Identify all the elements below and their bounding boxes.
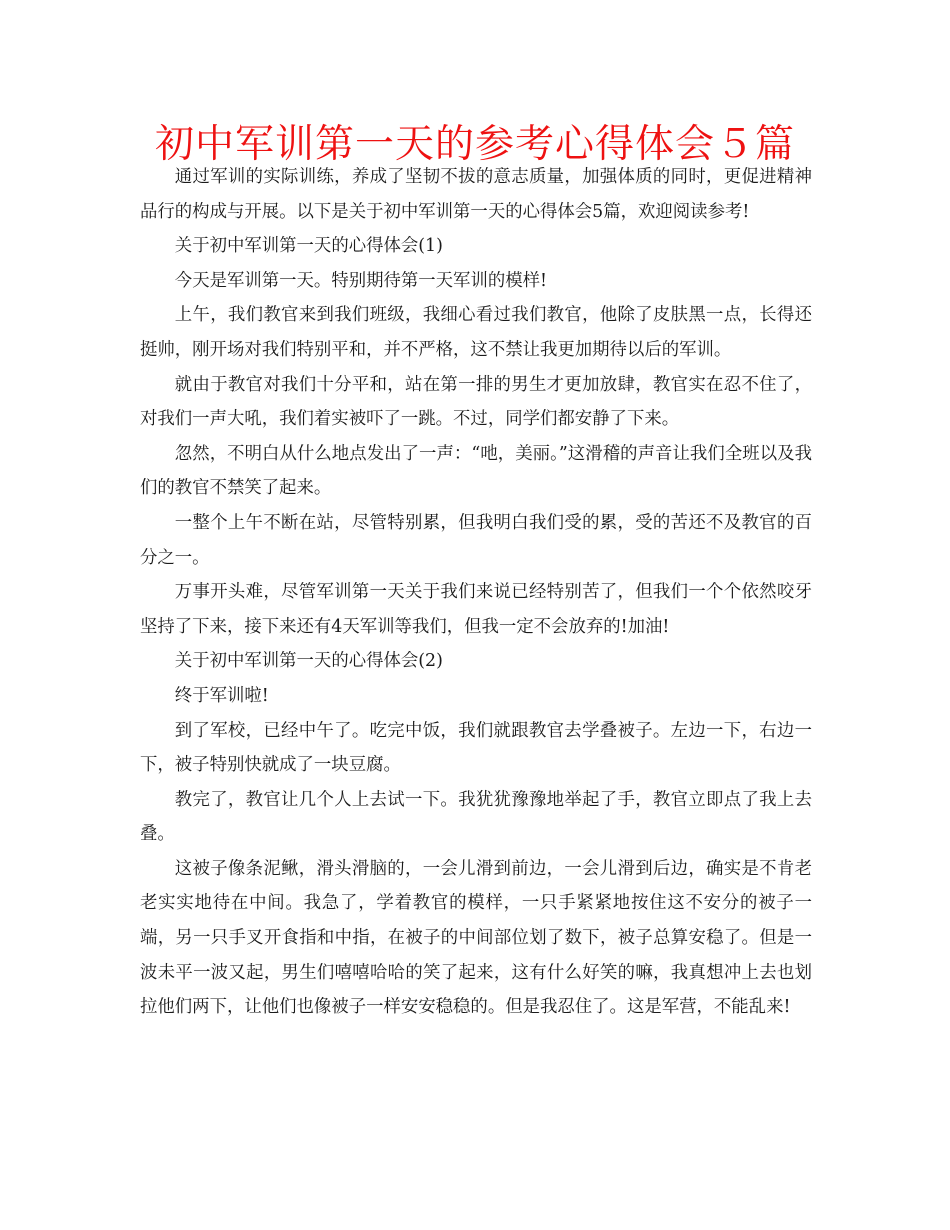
paragraph: 到了军校，已经中午了。吃完中饭，我们就跟教官去学叠被子。左边一下，右边一下，被子特别快就成了一块豆腐。	[140, 720, 812, 776]
paragraph: 今天是军训第一天。特别期待第一天军训的模样!	[174, 270, 547, 291]
section-heading-1: 关于初中军训第一天的心得体会(1)	[174, 236, 443, 257]
paragraph: 就由于教官对我们十分平和，站在第一排的男生才更加放肆，教官实在忍不住了，对我们一声大吼，我们着实被吓了一跳。不过，同学们都安静了下来。	[140, 374, 812, 430]
paragraph: 万事开头难，尽管军训第一天关于我们来说已经特别苦了，但我们一个个依然咬牙坚持了下来，接下来还有4天军训等我们，但我一定不会放弃的!加油!	[140, 582, 812, 637]
paragraph: 忽然，不明白从什么地点发出了一声：“吔，美丽。”这滑稽的声音让我们全班以及我们的教官不禁笑了起来。	[140, 443, 812, 499]
paragraph: 一整个上午不断在站，尽管特别累，但我明白我们受的累，受的苦还不及教官的百分之一。	[140, 512, 812, 568]
intro-paragraph: 通过军训的实际训练，养成了坚韧不拔的意志质量，加强体质的同时，更促进精神品行的构成与开展。以下是关于初中军训第一天的心得体会5篇，欢迎阅读参考!	[140, 167, 812, 222]
document-title: 初中军训第一天的参考心得体会５篇	[154, 122, 795, 167]
paragraph: 这被子像条泥鳅，滑头滑脑的，一会儿滑到前边，一会儿滑到后边，确实是不肯老老实实地待在中间。我急了，学着教官的模样，一只手紧紧地按住这不安分的被子一端，另一只手叉开食指和中指，在被子的中间部位划了数下，被子总算安稳了。但是一波未平一波又起，男生们嘻嘻哈哈的笑了起来，这有什么好笑的嘛，我真想冲上去也划拉他们两下，让他们也像被子一样安安稳稳的。但是我忍住了。这是军营，不能乱来!	[140, 858, 812, 1018]
paragraph: 上午，我们教官来到我们班级，我细心看过我们教官，他除了皮肤黑一点，长得还挺帅，刚开场对我们特别平和，并不严格，这不禁让我更加期待以后的军训。	[140, 305, 812, 360]
document-body	[140, 160, 812, 1025]
section-heading-2: 关于初中军训第一天的心得体会(2)	[174, 651, 443, 672]
paragraph: 教完了，教官让几个人上去试一下。我犹犹豫豫地举起了手，教官立即点了我上去叠。	[140, 789, 812, 845]
paragraph: 终于军训啦!	[174, 685, 269, 706]
